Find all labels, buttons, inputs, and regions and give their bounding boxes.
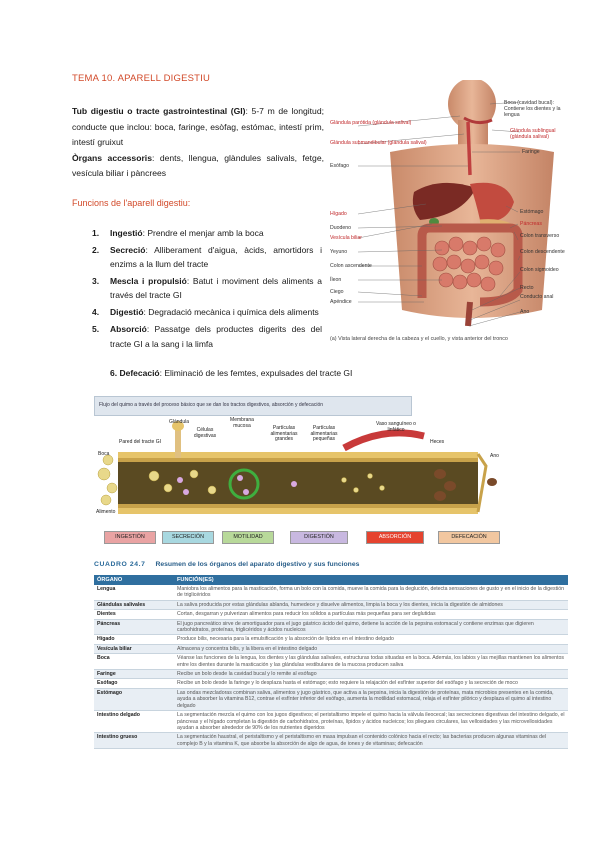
function-cell: Produce bilis, necesaria para la emulsificación y la absorción de lípidos en el intestino delgado <box>174 635 568 644</box>
gi-label-feces: Heces <box>430 439 445 445</box>
label-anus: Ano <box>520 309 530 315</box>
summary-table <box>94 575 568 749</box>
function-name: Digestió <box>110 307 144 318</box>
anatomy-caption: (a) Vista lateral derecha de la cabeza y el cuello, y vista anterior del tronco <box>330 336 508 342</box>
label-mouth: Boca (cavidad bucal): Contiene los dientes y la lengua <box>504 100 561 118</box>
label-stomach: Estómago <box>520 209 544 215</box>
label-liver: Hígado <box>330 211 347 217</box>
legend-digestion: DIGESTIÓN <box>290 531 348 544</box>
legend-motility: MOTILIDAD <box>222 531 274 544</box>
organ-cell: Estómago <box>94 688 174 710</box>
gi-label-small-particles: Partículas alimentarias pequeñas <box>310 425 338 442</box>
function-name: Mescla i propulsió <box>110 276 187 287</box>
gi-label-anus: Ano <box>490 453 499 459</box>
table-row <box>94 635 568 644</box>
column-header-organ: ÓRGANO <box>94 575 174 585</box>
organ-cell: Esófago <box>94 679 174 688</box>
function-cell: La segmentación mezcla el quimo con los jugos digestivos; el peristaltismo impele el quimo hacia la válvula ileocecal; las secreciones digestivas del intestino delgado, el páncreas y el hígado completan la digestión de carbohidratos, proteínas, lípidos y ácidos nucleicos; los pliegues circulares, las vellosidades y las microvellosidades ayudan a absorber alrededor de 90% de los nutrientes digeridos <box>174 711 568 733</box>
gi-label-mucosa: Membrana mucosa <box>230 417 254 429</box>
function-text: : Batut i moviment dels aliments a través del tracte GI <box>110 276 322 301</box>
gi-label-mouth: Boca <box>98 451 110 457</box>
function-cell: La saliva producida por estas glándulas ablanda, humedece y disuelve alimentos, limpia la boca y los dientes, inicia la digestión de almidones <box>174 600 568 609</box>
page-title: TEMA 10. APARELL DIGESTIU <box>72 73 211 84</box>
gi-label-food: Alimento <box>96 509 116 515</box>
summary-table-section <box>94 558 568 749</box>
function-text: : Prendre el menjar amb la boca <box>142 228 264 238</box>
label-jejunum: Yeyuno <box>330 249 348 255</box>
gi-label-large-particles: Partículas alimentarias grandes <box>270 425 298 442</box>
label-duodenum: Duodeno <box>330 225 352 231</box>
functions-title: Funcions de l'aparell digestiu: <box>72 198 191 208</box>
intro-paragraph <box>72 104 324 182</box>
function-cell: Maniobra los alimentos para la masticación, forma un bolo con la comida, mueve la comida para la deglución, detecta sensaciones de gusto y en el inicio de la digestión de triglicéridos <box>174 585 568 600</box>
table-row <box>94 585 568 600</box>
label-ileum: Íleon <box>330 277 342 283</box>
function-text: : Eliminació de les femtes, expulsades del tracte GI <box>159 368 353 378</box>
gi-label-gland: Glándula <box>168 419 189 425</box>
table-row <box>94 654 568 670</box>
legend-defecation: DEFECACIÓN <box>438 531 500 544</box>
function-text: : Passatge dels productes digerits des del tracte GI a la sang i la limfa <box>110 324 322 349</box>
gi-header-text: Flujo del quimo a través del proceso básico que se dan los tractos digestivos, absorción y defecación <box>99 402 324 408</box>
digestive-anatomy-figure <box>330 80 568 342</box>
organs-text: : dents, llengua, glàndules salivals, fetge, vesícula biliar i pàncrees <box>72 152 324 178</box>
legend-absorption: ABSORCIÓN <box>366 531 424 544</box>
gi-tract-illustration <box>94 396 510 546</box>
organs-label: Òrgans accessoris <box>72 152 152 163</box>
function-cell: El jugo pancreático sirve de amortiguador para el jugo gástrico ácido del quimo, detiene la acción de la pepsina estomacal y contiene enzimas que digieren carbohidratos, proteínas, triglicéridos y ácidos nucleicos <box>174 619 568 635</box>
function-item <box>92 226 322 240</box>
label-sublingual: Glándula sublingual (glándula salival) <box>510 128 556 140</box>
label-anal-canal: Conducto anal <box>520 294 554 300</box>
function-text: : Degradació mecànica i química dels aliments <box>143 307 319 318</box>
function-cell: Las ondas mezcladoras combinan saliva, alimentos y jugo gástrico, que activa a la pepsina, inicia la digestión de proteínas, mata microbios presentes en la comida, ayuda a absorber la vitamina B12, contrae el esfínter inferior del esófago, aumenta la motilidad estomacal, relaja el esfínter pilórico y desplaza el quimo al intestino delgado <box>174 688 568 710</box>
functions-list <box>92 226 322 354</box>
label-pancreas: Páncreas <box>520 221 542 227</box>
organ-cell: Páncreas <box>94 619 174 635</box>
function-cell: Recibe un bolo desde la faringe y lo desplaza hasta el estómago; esto requiere la relajación del esfínter superior del esófago y la secreción de moco <box>174 679 568 688</box>
function-text: : Alliberament d'aigua, àcids, amortidors i enzims a la llum del tracte <box>110 245 322 270</box>
function-cell: Véanse las funciones de la lengua, los dientes y las glándulas salivales, estructuras todas situadas en la boca. Además, los labios y las mejillas mantienen los alimentos entre los dientes durante la masticación y las glándulas vestibulares de la mucosa producen saliva <box>174 654 568 670</box>
function-cell: Cortan, desgarran y pulverizan alimentos para reducir los sólidos a partículas más pequeñas para ser deglutidas <box>174 610 568 619</box>
label-esophagus: Esófago <box>330 163 350 169</box>
label-ascending-colon: Colon ascendente <box>330 263 372 269</box>
table-caption <box>94 558 568 572</box>
function-cell: La segmentación haustral, el peristaltismo y el peristaltismo en masa impulsan el contenido colónico hacia el recto; las bacterias producen algunas vitaminas del complejo B y la vitamina K, que absorbe la absorción de algo de agua, de iones y de vitaminas; defecación <box>174 733 568 749</box>
legend-ingestion: INGESTIÓN <box>104 531 156 544</box>
organ-cell: Faringe <box>94 670 174 679</box>
function-name: Absorció <box>110 324 147 335</box>
column-header-function: FUNCIÓN(ES) <box>174 575 568 585</box>
label-gallbladder: Vesícula biliar <box>330 235 363 241</box>
organ-cell: Hígado <box>94 635 174 644</box>
legend-secretion: SECRECIÓN <box>162 531 214 544</box>
table-row <box>94 619 568 635</box>
table-row <box>94 711 568 733</box>
gi-label-vessel: Vaso sanguíneo o linfático <box>376 421 416 433</box>
function-item <box>92 274 322 302</box>
table-row <box>94 733 568 749</box>
label-rectum: Recto <box>520 285 534 291</box>
function-name: Defecació <box>119 368 160 378</box>
label-descending-colon: Colon descendente <box>520 249 565 255</box>
label-pharynx: Faringe <box>522 149 540 155</box>
table-row <box>94 610 568 619</box>
tub-label: Tub digestiu o tracte gastrointestinal (GI) <box>72 106 246 116</box>
function-item <box>92 243 322 271</box>
table-row <box>94 670 568 679</box>
organ-cell: Lengua <box>94 585 174 600</box>
organ-cell: Dientes <box>94 610 174 619</box>
gi-label-tract-wall: Pared del tracte GI <box>119 439 161 445</box>
organ-cell: Glándulas salivales <box>94 600 174 609</box>
label-transverse-colon: Colon transverso <box>520 233 560 239</box>
function-number: 6. <box>110 368 118 378</box>
table-title: Resumen de los órganos del aparato digestivo y sus funciones <box>155 561 360 568</box>
function-item <box>92 322 322 350</box>
table-row <box>94 688 568 710</box>
gi-process-figure <box>94 396 510 546</box>
organ-cell: Vesícula biliar <box>94 644 174 653</box>
table-row <box>94 644 568 653</box>
table-row <box>94 600 568 609</box>
organ-cell: Intestino delgado <box>94 711 174 733</box>
function-cell: Almacena y concentra bilis, y la libera en el intestino delgado <box>174 644 568 653</box>
label-submandibular: Glándula submandibular (glándula salival) <box>330 140 427 146</box>
function-number: 2. <box>92 245 100 255</box>
label-appendix: Apéndice <box>330 299 352 305</box>
tub-text: : 5-7 m de longitud; conducte que inclou: boca, faringe, esòfag, estómac, intestí prim, intestí gruixut <box>72 106 324 147</box>
function-number: 3. <box>92 276 100 287</box>
function-number: 4. <box>92 307 100 318</box>
function-number: 5. <box>92 324 100 335</box>
label-parotid: Glándula parótida (glándula salival) <box>330 120 412 126</box>
organ-cell: Boca <box>94 654 174 670</box>
function-name: Ingestió <box>110 228 143 238</box>
label-cecum: Ciego <box>330 289 344 295</box>
function-item <box>110 368 352 378</box>
function-item <box>92 305 322 319</box>
organ-cell: Intestino grueso <box>94 733 174 749</box>
function-name: Secreció <box>110 245 146 255</box>
gi-label-digestive-cells: Células digestivas <box>193 427 217 439</box>
label-sigmoid-colon: Colon sigmoideo <box>520 267 559 273</box>
function-cell: Recibe un bolo desde la cavidad bucal y lo remite al esófago <box>174 670 568 679</box>
table-tag: CUADRO 24.7 <box>94 561 146 568</box>
function-number: 1. <box>92 228 100 238</box>
table-row <box>94 679 568 688</box>
